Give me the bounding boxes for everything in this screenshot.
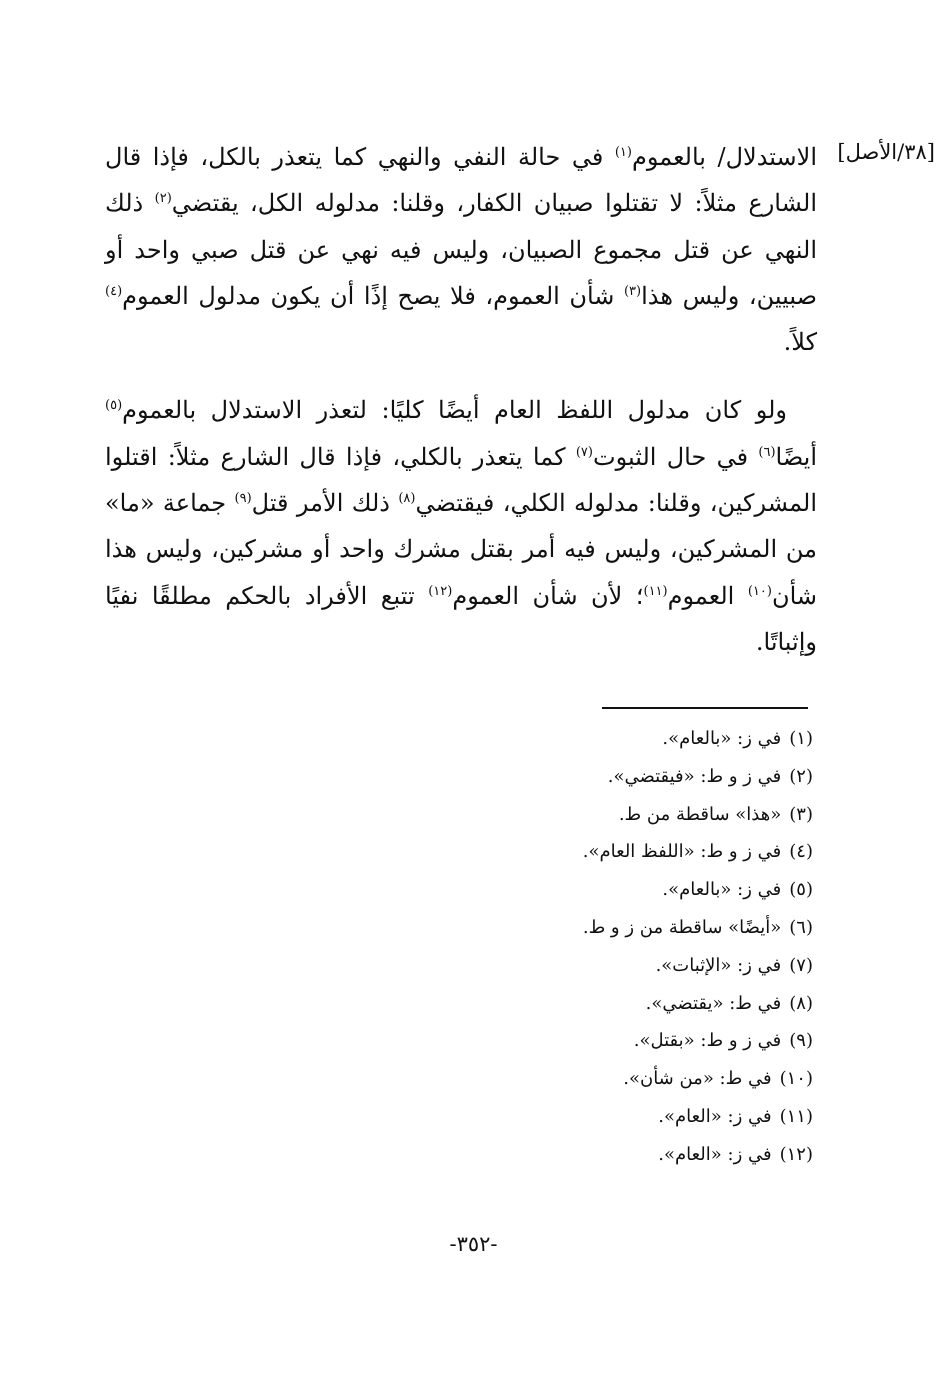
footnote-marker: (٢) bbox=[154, 191, 172, 207]
footnote-item bbox=[393, 1060, 813, 1098]
footnote-item bbox=[393, 758, 813, 796]
text-run: ذلك النهي عن قتل مجموع الصبيان، وليس فيه نهي عن قتل صبي واحد أو صبيين، وليس هذا bbox=[105, 189, 817, 310]
paragraph-2 bbox=[105, 387, 817, 665]
footnote-item bbox=[393, 985, 813, 1023]
footnote-marker: (٩) bbox=[234, 491, 252, 507]
footnote-item bbox=[393, 1098, 813, 1136]
footnote-item bbox=[393, 909, 813, 947]
footnote-text: «أيضًا» ساقطة من ز و ط. bbox=[582, 916, 782, 938]
footnote-item bbox=[393, 720, 813, 758]
text-run: شأن العموم، فلا يصح إذًا أن يكون مدلول العموم bbox=[122, 281, 624, 310]
footnote-marker: (٨) bbox=[398, 491, 416, 507]
footnote-number: (٩) bbox=[789, 1030, 813, 1052]
footnote-item bbox=[393, 1022, 813, 1060]
footnote-text: في ط: «يقتضي». bbox=[645, 992, 782, 1014]
footnotes-list bbox=[393, 720, 813, 1174]
footnote-number: (٨) bbox=[789, 992, 813, 1014]
text-run: في حالة النفي والنهي كما يتعذر بالكل، فإذا قال الشارع مثلاً: لا تقتلوا صبيان الكفار، وقلنا: مدلوله الكل، يقتضي bbox=[105, 143, 818, 218]
paragraph-1 bbox=[105, 134, 817, 365]
text-run: كلاً. bbox=[783, 328, 817, 357]
footnote-number: (٦) bbox=[789, 916, 813, 938]
footnote-number: (١٠) bbox=[779, 1068, 813, 1090]
footnote-number: (١) bbox=[789, 728, 813, 749]
footnote-number: (٧) bbox=[789, 954, 813, 976]
text-run: ؛ لأن شأن العموم bbox=[452, 581, 644, 610]
footnote-text: في ط: «من شأن». bbox=[623, 1068, 772, 1090]
footnote-text: في ز: «الإثبات». bbox=[655, 954, 782, 976]
footnote-item bbox=[393, 796, 813, 834]
footnote-marker: (٣) bbox=[623, 283, 642, 299]
footnote-item bbox=[393, 1136, 813, 1174]
margin-reference: [٣٨/الأصل] bbox=[837, 140, 935, 164]
footnote-marker: (٥) bbox=[105, 398, 123, 414]
footnote-number: (٥) bbox=[789, 879, 813, 901]
footnote-text: في ز و ط: «اللفظ العام». bbox=[582, 841, 782, 863]
footnote-marker: (١٢) bbox=[428, 583, 453, 599]
text-run: في حال الثبوت bbox=[592, 442, 759, 471]
footnote-marker: (١١) bbox=[643, 583, 668, 599]
footnote-number: (٢) bbox=[789, 765, 813, 787]
footnote-text: في ز: «بالعام». bbox=[662, 728, 782, 749]
footnote-marker: (١) bbox=[614, 145, 632, 160]
footnote-text: في ز: «العام». bbox=[658, 1143, 772, 1165]
footnote-number: (١٢) bbox=[779, 1143, 813, 1165]
footnote-item bbox=[393, 947, 813, 985]
footnote-item bbox=[393, 871, 813, 909]
text-run: ولو كان مدلول اللفظ العام أيضًا كليًا: لتعذر الاستدلال بالعموم bbox=[122, 396, 787, 425]
footnote-divider bbox=[602, 707, 808, 709]
footnote-item bbox=[393, 833, 813, 871]
text-run: تتبع الأفراد بالحكم مطلقًا نفيًا وإثباتًا. bbox=[105, 581, 817, 656]
text-run: جماعة «ما» من المشركين، وليس فيه أمر بقتل مشرك واحد أو مشركين، وليس هذا شأن bbox=[105, 489, 817, 610]
text-run: أيضًا bbox=[775, 442, 818, 471]
text-run: ذلك الأمر قتل bbox=[251, 489, 399, 518]
footnote-text: في ز: «العام». bbox=[658, 1105, 772, 1127]
page-number: -٣٥٢- bbox=[449, 1232, 498, 1256]
footnote-marker: (٦) bbox=[758, 444, 776, 460]
main-text bbox=[105, 134, 817, 665]
footnote-marker: (٧) bbox=[575, 444, 593, 460]
footnote-text: في ز: «بالعام». bbox=[662, 879, 782, 901]
footnote-number: (٤) bbox=[789, 841, 813, 863]
text-run: العموم bbox=[667, 581, 748, 610]
footnote-text: «هذا» ساقطة من ط. bbox=[618, 803, 782, 825]
footnote-marker: (١٠) bbox=[747, 583, 772, 599]
footnote-text: في ز و ط: «فيقتضي». bbox=[607, 765, 782, 787]
text-run: الاستدلال/ بالعموم bbox=[631, 143, 817, 171]
footnote-number: (١١) bbox=[779, 1105, 813, 1127]
text-run: كما يتعذر بالكلي، فإذا قال الشارع مثلاً: اقتلوا المشركين، وقلنا: مدلوله الكلي، فيقتضي bbox=[105, 442, 817, 518]
footnote-marker: (٤) bbox=[105, 283, 123, 299]
footnote-text: في ز و ط: «بقتل». bbox=[633, 1030, 782, 1052]
footnote-number: (٣) bbox=[789, 803, 813, 825]
